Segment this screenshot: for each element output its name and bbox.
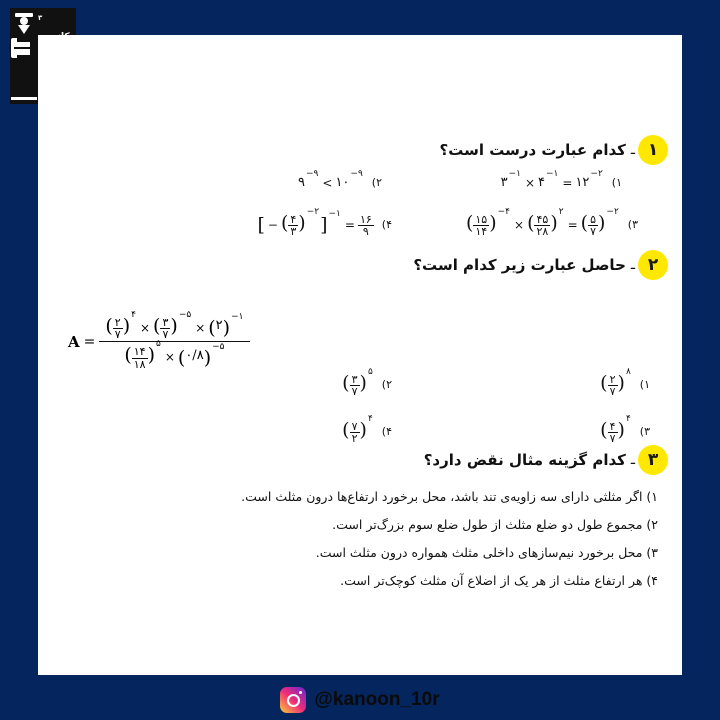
figure-head xyxy=(20,17,28,25)
question-2-badge: ۲ xyxy=(638,250,668,280)
option-label: ۲) xyxy=(371,176,382,189)
question-1-text: کدام عبارت درست است؟ xyxy=(439,141,626,159)
tok: ۲۸ xyxy=(536,225,549,239)
graduate-figure-icon xyxy=(10,8,38,104)
option-label: ۲) xyxy=(381,378,392,392)
tok: −۱ xyxy=(328,209,341,220)
tok: −۹ xyxy=(306,169,319,179)
tok: ۲ xyxy=(114,316,121,329)
tok: ۵ xyxy=(156,339,161,350)
tok: ۳ xyxy=(351,373,358,386)
tok: ۹ xyxy=(298,175,305,190)
tok: ۷ xyxy=(351,385,358,399)
tok: ۱۰ xyxy=(335,175,350,190)
question-2-header xyxy=(413,250,668,280)
option-expression: ( $\frac{۲}{۷}$ ) ۸ xyxy=(600,367,631,399)
formula-equals: = xyxy=(83,333,96,350)
option-expression: ( $\frac{۵}{۷}$ ) −۲ = ( $\frac{۴۵}{۲۸}$ ) ۲ × ( $\frac{۱۵}{۱۴}$ ) −۴ xyxy=(465,207,619,239)
tok: ۷ xyxy=(351,420,358,433)
book-line xyxy=(14,47,30,49)
tok: − xyxy=(267,217,278,232)
question-1-option-4[interactable] xyxy=(257,207,392,239)
tok: × xyxy=(524,175,536,190)
question-1-option-2[interactable] xyxy=(298,169,382,190)
tok: −۵ xyxy=(212,341,225,352)
option-label: ۴) xyxy=(381,425,392,439)
tok: ۵ xyxy=(590,213,596,226)
tok: ۱۶ xyxy=(359,213,372,226)
question-2-dash: ـ xyxy=(630,257,635,273)
tok: ۱۴ xyxy=(133,345,146,359)
question-3-text: کدام گزینه مثال نقض دارد؟ xyxy=(423,451,626,469)
option-label: ۳) xyxy=(639,425,650,439)
tok: −۹ xyxy=(350,169,363,179)
question-2-option-3[interactable] xyxy=(600,414,650,446)
question-2-text: حاصل عبارت زیر کدام است؟ xyxy=(413,256,626,274)
tok: = xyxy=(567,217,578,232)
question-3-header xyxy=(424,445,668,475)
question-1-badge: ۱ xyxy=(638,135,668,165)
tok: ۳ xyxy=(162,316,169,329)
tok: −۵ xyxy=(178,310,192,320)
brand-line-0: ۳ xyxy=(38,8,76,27)
question-2-option-1[interactable] xyxy=(600,367,650,399)
question-3-option-2[interactable]: ۲) مجموع طول دو ضلع مثلث از طول ضلع سوم بزرگ‌تر است. xyxy=(332,517,658,532)
tok: −۲ xyxy=(590,169,603,179)
tok: ۱۴ xyxy=(475,225,488,239)
tok: ۳ xyxy=(500,175,508,190)
tok: ۲ xyxy=(215,318,223,334)
instagram-lens xyxy=(287,694,300,707)
question-1-header xyxy=(440,135,668,165)
worksheet-page xyxy=(38,35,682,675)
tok: −۱ xyxy=(231,312,244,323)
question-3-option-1[interactable]: ۱) اگر مثلثی دارای سه زاویه‌ی تند باشد، محل برخورد ارتفاع‌ها درون مثلث است. xyxy=(241,489,658,504)
tok: −۴ xyxy=(497,207,510,217)
formula-fraction xyxy=(99,310,250,371)
question-2-option-2[interactable] xyxy=(342,367,392,399)
option-expression: $\frac{۱۶}{۹}$ = ] −۱ ( $\frac{۴}{۳}$ ) −۲ − [ xyxy=(257,207,372,239)
option-label: ۴) xyxy=(381,218,392,232)
option-label: ۱) xyxy=(639,378,650,392)
instagram-icon[interactable] xyxy=(280,687,306,713)
tok: × xyxy=(164,350,175,365)
tok: −۲ xyxy=(306,207,320,217)
question-3-option-3[interactable]: ۳) محل برخورد نیم‌سازهای داخلی مثلث همواره درون مثلث است. xyxy=(315,545,658,560)
tok: ۰/۸ xyxy=(185,347,204,363)
tok: ۱۵ xyxy=(475,213,488,226)
tok: ۲ xyxy=(351,432,358,446)
question-2-formula xyxy=(68,310,250,371)
option-label: ۱) xyxy=(611,176,622,189)
formula-variable: A xyxy=(68,332,80,351)
tok: ۷ xyxy=(162,328,169,342)
question-1-dash: ـ xyxy=(630,142,635,158)
tok: ۲ xyxy=(609,373,616,386)
question-3-dash: ـ xyxy=(630,452,635,468)
question-2-option-4[interactable] xyxy=(342,414,392,446)
tok: ۱۸ xyxy=(133,357,146,371)
tok: ۷ xyxy=(114,328,121,342)
option-expression: ( $\frac{۳}{۷}$ ) ۵ xyxy=(342,367,373,399)
question-3-badge: ۳ xyxy=(638,445,668,475)
formula-numerator: ( $\frac{۲}{۷}$ ) ۴ × ( $\frac{۳}{۷}$ ) −۵ × ( ۲ ) −۱ xyxy=(99,315,250,342)
question-3-option-4[interactable]: ۴) هر ارتفاع مثلث از هر یک از اضلاع آن مثلث کوچک‌تر است. xyxy=(340,573,658,588)
tok: ۴ xyxy=(625,414,631,424)
tok: ۷ xyxy=(590,225,596,239)
formula-denominator: ( $\frac{۱۴}{۱۸}$ ) ۵ × ( ۰/۸ ) −۵ xyxy=(124,339,225,371)
tok: ۴ xyxy=(609,420,616,433)
tok: × xyxy=(139,320,151,335)
tok: ۴۵ xyxy=(536,213,549,226)
instagram-dot xyxy=(299,691,302,694)
tok: [ xyxy=(257,214,265,237)
tok: ۴ xyxy=(131,310,136,320)
option-expression: ( $\frac{۷}{۲}$ ) ۴ xyxy=(342,414,373,446)
tok: ۷ xyxy=(609,385,616,399)
tok: −۲ xyxy=(606,207,619,217)
figure-base xyxy=(11,97,37,100)
tok: ۷ xyxy=(609,432,616,446)
question-1-option-1[interactable] xyxy=(500,169,622,190)
option-expression xyxy=(500,169,604,190)
tok: ۵ xyxy=(367,367,373,377)
footer-bar xyxy=(0,680,720,720)
tok: −۱ xyxy=(508,169,521,179)
tok: = xyxy=(344,217,355,232)
tok: × xyxy=(195,320,206,335)
tok: ۱۲ xyxy=(575,175,590,190)
figure-collar xyxy=(18,25,30,34)
instagram-handle[interactable]: @kanoon_10r xyxy=(314,689,440,710)
tok: ۴ xyxy=(538,175,545,190)
question-1-option-3[interactable] xyxy=(465,207,638,239)
tok: ۹ xyxy=(362,225,369,239)
tok: ۲ xyxy=(558,207,564,217)
tok: ] xyxy=(320,214,328,237)
tok: ۳ xyxy=(290,225,297,239)
tok: = xyxy=(562,175,573,190)
tok: ۴ xyxy=(290,213,297,226)
tok: ۸ xyxy=(625,367,631,377)
tok: < xyxy=(322,175,333,190)
option-label: ۳) xyxy=(627,218,638,232)
option-expression xyxy=(298,169,364,190)
tok: ۴ xyxy=(367,414,373,424)
tok: × xyxy=(514,217,525,232)
tok: −۱ xyxy=(546,169,559,179)
option-expression: ( $\frac{۴}{۷}$ ) ۴ xyxy=(600,414,631,446)
